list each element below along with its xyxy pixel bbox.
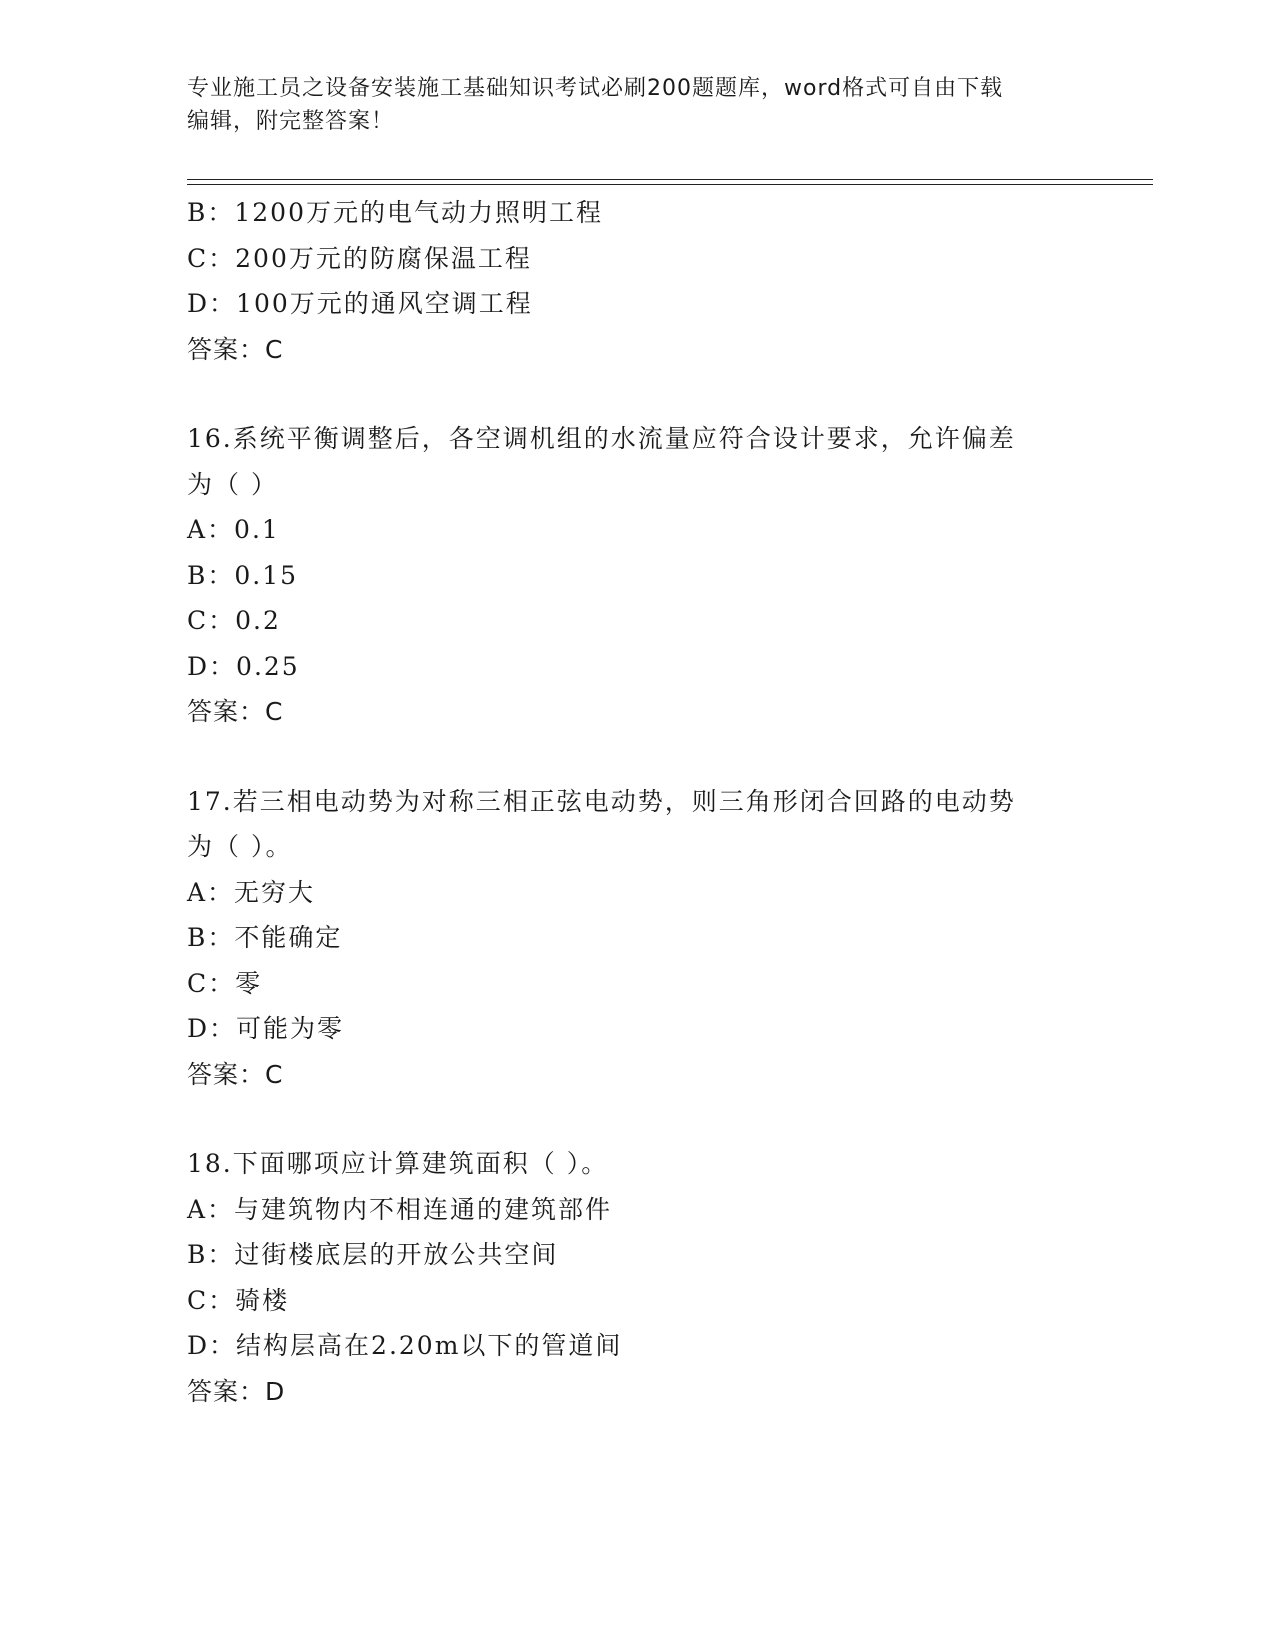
answer-line: 答案：D (187, 1376, 286, 1406)
answer-line: 答案：C (187, 697, 284, 726)
document-body (187, 190, 1087, 1414)
option-d: D：100万元的通风空调工程 (187, 289, 533, 318)
option-b: B：0.15 (187, 560, 299, 590)
header-title-line-1: 专业施工员之设备安装施工基础知识考试必刷200题题库，word格式可自由下载 (187, 76, 1004, 101)
answer-line: 答案：C (187, 334, 284, 364)
question-block-16 (187, 416, 1087, 735)
option-b: B：不能确定 (187, 923, 343, 952)
answer-line: 答案：C (187, 1059, 284, 1089)
header-title-line-2: 编辑，附完整答案！ (187, 109, 395, 134)
option-b: B：过街楼底层的开放公共空间 (187, 1240, 559, 1269)
option-a: A：无穷大 (187, 877, 316, 907)
header-divider-top (187, 179, 1153, 180)
option-c: C：0.2 (187, 606, 281, 635)
option-d: D：结构层高在2.20m以下的管道间 (187, 1331, 623, 1360)
question-block-15 (187, 190, 1087, 372)
question-text-line-2: 为（ ） (187, 469, 278, 499)
option-c: C：200万元的防腐保温工程 (187, 243, 532, 273)
question-text-line-1: 18.下面哪项应计算建筑面积（ ）。 (187, 1149, 609, 1178)
option-c: C：骑楼 (187, 1285, 290, 1315)
option-a: A：与建筑物内不相连通的建筑部件 (187, 1194, 613, 1224)
option-b: B：1200万元的电气动力照明工程 (187, 198, 603, 227)
header-divider-bottom (187, 184, 1153, 185)
document-header (187, 72, 1067, 138)
question-block-17 (187, 779, 1087, 1098)
question-block-18 (187, 1141, 1087, 1414)
question-text-line-2: 为（ ）。 (187, 832, 293, 861)
option-d: D：0.25 (187, 651, 300, 681)
option-a: A：0.1 (187, 515, 280, 544)
question-text-line-1: 16.系统平衡调整后，各空调机组的水流量应符合设计要求，允许偏差 (187, 424, 1016, 453)
option-d: D：可能为零 (187, 1014, 345, 1043)
option-c: C：零 (187, 968, 263, 998)
question-text-line-1: 17.若三相电动势为对称三相正弦电动势，则三角形闭合回路的电动势 (187, 786, 1016, 816)
